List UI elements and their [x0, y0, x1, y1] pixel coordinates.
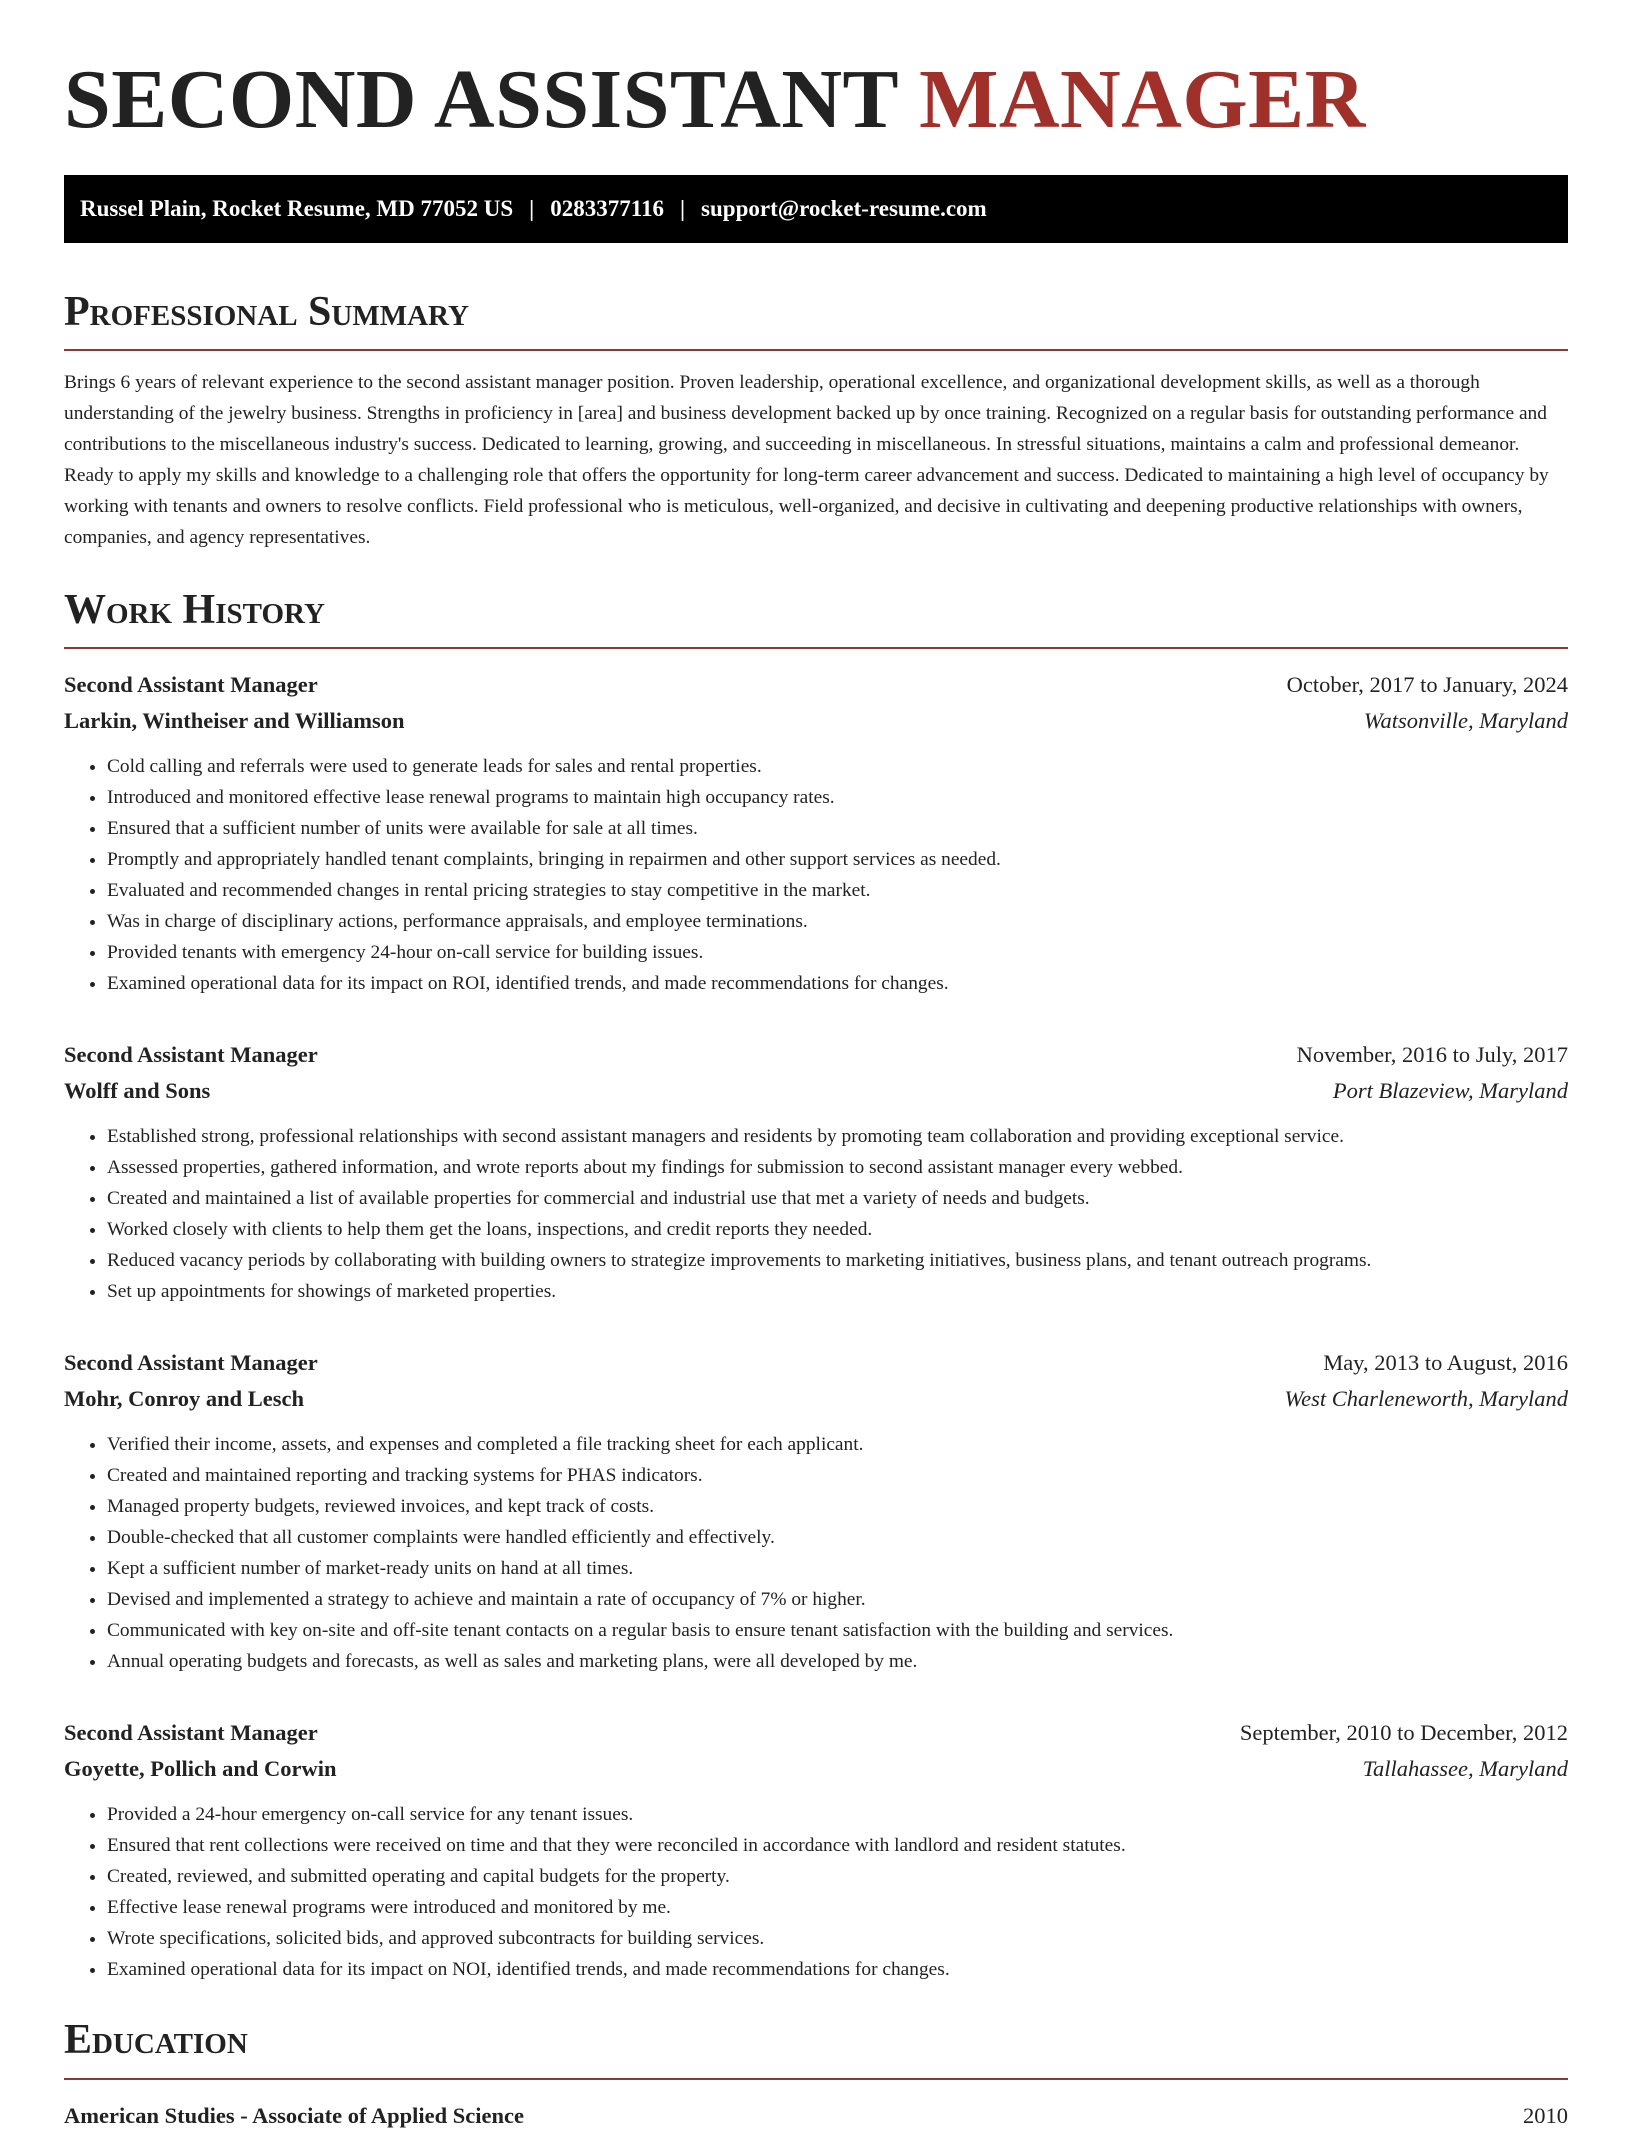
job-bullet: • Double-checked that all customer complaints were handled efficiently and effectively.: [107, 1522, 1568, 1553]
section-divider: [64, 2078, 1568, 2080]
contact-separator: |: [529, 196, 535, 221]
job-company: Wolff and Sons: [64, 1078, 211, 1104]
contact-phone: 0283377116: [550, 196, 664, 221]
job-company-row: [64, 1073, 1568, 1109]
work-history-list: [64, 667, 1568, 1985]
job-bullet: • Evaluated and recommended changes in rental pricing strategies to stay competitive in the market.: [107, 875, 1568, 906]
job-bullet: • Examined operational data for its impact on ROI, identified trends, and made recommendations for changes.: [107, 968, 1568, 999]
job-entry: [64, 667, 1568, 999]
section-divider: [64, 349, 1568, 351]
job-company: Goyette, Pollich and Corwin: [64, 1756, 337, 1782]
contact-separator: |: [679, 196, 686, 221]
job-header-row: [64, 1345, 1568, 1381]
job-location: Tallahassee, Maryland: [1362, 1756, 1568, 1782]
title-role: SECOND ASSISTANT: [64, 53, 898, 146]
section-title-work-history: Work History: [64, 587, 325, 634]
job-company: Larkin, Wintheiser and Williamson: [64, 708, 405, 734]
job-bullet: • Cold calling and referrals were used to generate leads for sales and rental properties.: [107, 751, 1568, 782]
job-dates: May, 2013 to August, 2016: [1323, 1350, 1568, 1376]
title-accent: MANAGER: [919, 53, 1366, 146]
job-title: Second Assistant Manager: [64, 1042, 318, 1068]
job-bullet-list: [64, 1429, 1568, 1677]
contact-bar: [64, 175, 1568, 243]
job-bullet: • Assessed properties, gathered information, and wrote reports about my findings for submission to second assistant manager every webbed.: [107, 1152, 1568, 1183]
contact-email: support@rocket-resume.com: [701, 196, 987, 221]
job-entry: [64, 1715, 1568, 1985]
job-entry: [64, 1037, 1568, 1307]
job-title: Second Assistant Manager: [64, 672, 318, 698]
education-degree: American Studies - Associate of Applied Science: [64, 2102, 524, 2128]
job-title: Second Assistant Manager: [64, 1350, 318, 1376]
job-title: Second Assistant Manager: [64, 1720, 318, 1746]
resume-title: [64, 53, 1568, 146]
job-header-row: [64, 1037, 1568, 1073]
contact-address: Russel Plain, Rocket Resume, MD 77052 US: [80, 196, 514, 221]
job-bullet: • Introduced and monitored effective lease renewal programs to maintain high occupancy rates.: [107, 782, 1568, 813]
job-location: West Charleneworth, Maryland: [1284, 1386, 1568, 1412]
job-bullet: • Provided tenants with emergency 24-hour on-call service for building issues.: [107, 937, 1568, 968]
job-bullet: • Effective lease renewal programs were introduced and monitored by me.: [107, 1892, 1568, 1923]
job-bullet: • Was in charge of disciplinary actions, performance appraisals, and employee terminations.: [107, 906, 1568, 937]
job-bullet: • Communicated with key on-site and off-site tenant contacts on a regular basis to ensure tenant satisfaction with the building and services.: [107, 1615, 1568, 1646]
job-company-row: [64, 1381, 1568, 1417]
job-dates: September, 2010 to December, 2012: [1239, 1720, 1568, 1746]
job-bullet: • Worked closely with clients to help them get the loans, inspections, and credit reports they needed.: [107, 1214, 1568, 1245]
job-bullet: • Created and maintained a list of available properties for commercial and industrial use that met a variety of needs and budgets.: [107, 1183, 1568, 1214]
job-company-row: [64, 1751, 1568, 1787]
job-bullet: • Managed property budgets, reviewed invoices, and kept track of costs.: [107, 1491, 1568, 1522]
job-bullet: • Annual operating budgets and forecasts, as well as sales and marketing plans, were all developed by me.: [107, 1646, 1568, 1677]
job-bullet-list: [64, 1121, 1568, 1307]
job-bullet: • Created, reviewed, and submitted operating and capital budgets for the property.: [107, 1861, 1568, 1892]
job-bullet: • Kept a sufficient number of market-ready units on hand at all times.: [107, 1553, 1568, 1584]
education-entry: [64, 2098, 1568, 2134]
job-header-row: [64, 667, 1568, 703]
job-bullet: • Provided a 24-hour emergency on-call service for any tenant issues.: [107, 1799, 1568, 1830]
section-title-summary: Professional Summary: [64, 289, 469, 335]
job-bullet: • Verified their income, assets, and expenses and completed a file tracking sheet for each applicant.: [107, 1429, 1568, 1460]
job-bullet: • Ensured that a sufficient number of units were available for sale at all times.: [107, 813, 1568, 844]
job-bullet: • Examined operational data for its impact on NOI, identified trends, and made recommendations for changes.: [107, 1954, 1568, 1985]
job-bullet: • Wrote specifications, solicited bids, and approved subcontracts for building services.: [107, 1923, 1568, 1954]
job-bullet: • Reduced vacancy periods by collaborating with building owners to strategize improvements to marketing initiatives, business plans, and tenant outreach programs.: [107, 1245, 1568, 1276]
section-title-education: Education: [64, 2017, 248, 2064]
job-dates: November, 2016 to July, 2017: [1296, 1042, 1568, 1068]
job-bullet-list: [64, 751, 1568, 999]
education-year: 2010: [1523, 2102, 1568, 2128]
job-bullet: • Set up appointments for showings of marketed properties.: [107, 1276, 1568, 1307]
job-company: Mohr, Conroy and Lesch: [64, 1386, 305, 1412]
job-location: Port Blazeview, Maryland: [1332, 1078, 1568, 1104]
job-bullet: • Created and maintained reporting and tracking systems for PHAS indicators.: [107, 1460, 1568, 1491]
section-divider: [64, 647, 1568, 649]
job-header-row: [64, 1715, 1568, 1751]
job-bullet: • Established strong, professional relationships with second assistant managers and residents by promoting team collaboration and providing exceptional service.: [107, 1121, 1568, 1152]
summary-text: Brings 6 years of relevant experience to the second assistant manager position. Proven leadership, operational excellence, and organizational development skills, as well as a thorough understanding of the jewelry business. Strengths in proficiency in [area] and business development backed up by once training. Recognized on a regular basis for outstanding performance and contributions to the miscellaneous industry's success. Dedicated to learning, growing, and succeeding in miscellaneous. In stressful situations, maintains a calm and professional demeanor. Ready to apply my skills and knowledge to a challenging role that offers the opportunity for long-term career advancement and success. Dedicated to maintaining a high level of occupancy by working with tenants and owners to resolve conflicts. Field professional who is meticulous, well-organized, and decisive in cultivating and deepening productive relationships with owners, companies, and agency representatives.: [64, 372, 1549, 549]
job-bullet-list: [64, 1799, 1568, 1985]
job-dates: October, 2017 to January, 2024: [1286, 672, 1568, 698]
job-entry: [64, 1345, 1568, 1677]
job-bullet: • Promptly and appropriately handled tenant complaints, bringing in repairmen and other support services as needed.: [107, 844, 1568, 875]
job-company-row: [64, 703, 1568, 739]
job-bullet: • Devised and implemented a strategy to achieve and maintain a rate of occupancy of 7% or higher.: [107, 1584, 1568, 1615]
job-bullet: • Ensured that rent collections were received on time and that they were reconciled in accordance with landlord and resident statutes.: [107, 1830, 1568, 1861]
education-list: [64, 2098, 1568, 2134]
job-location: Watsonville, Maryland: [1363, 708, 1568, 734]
